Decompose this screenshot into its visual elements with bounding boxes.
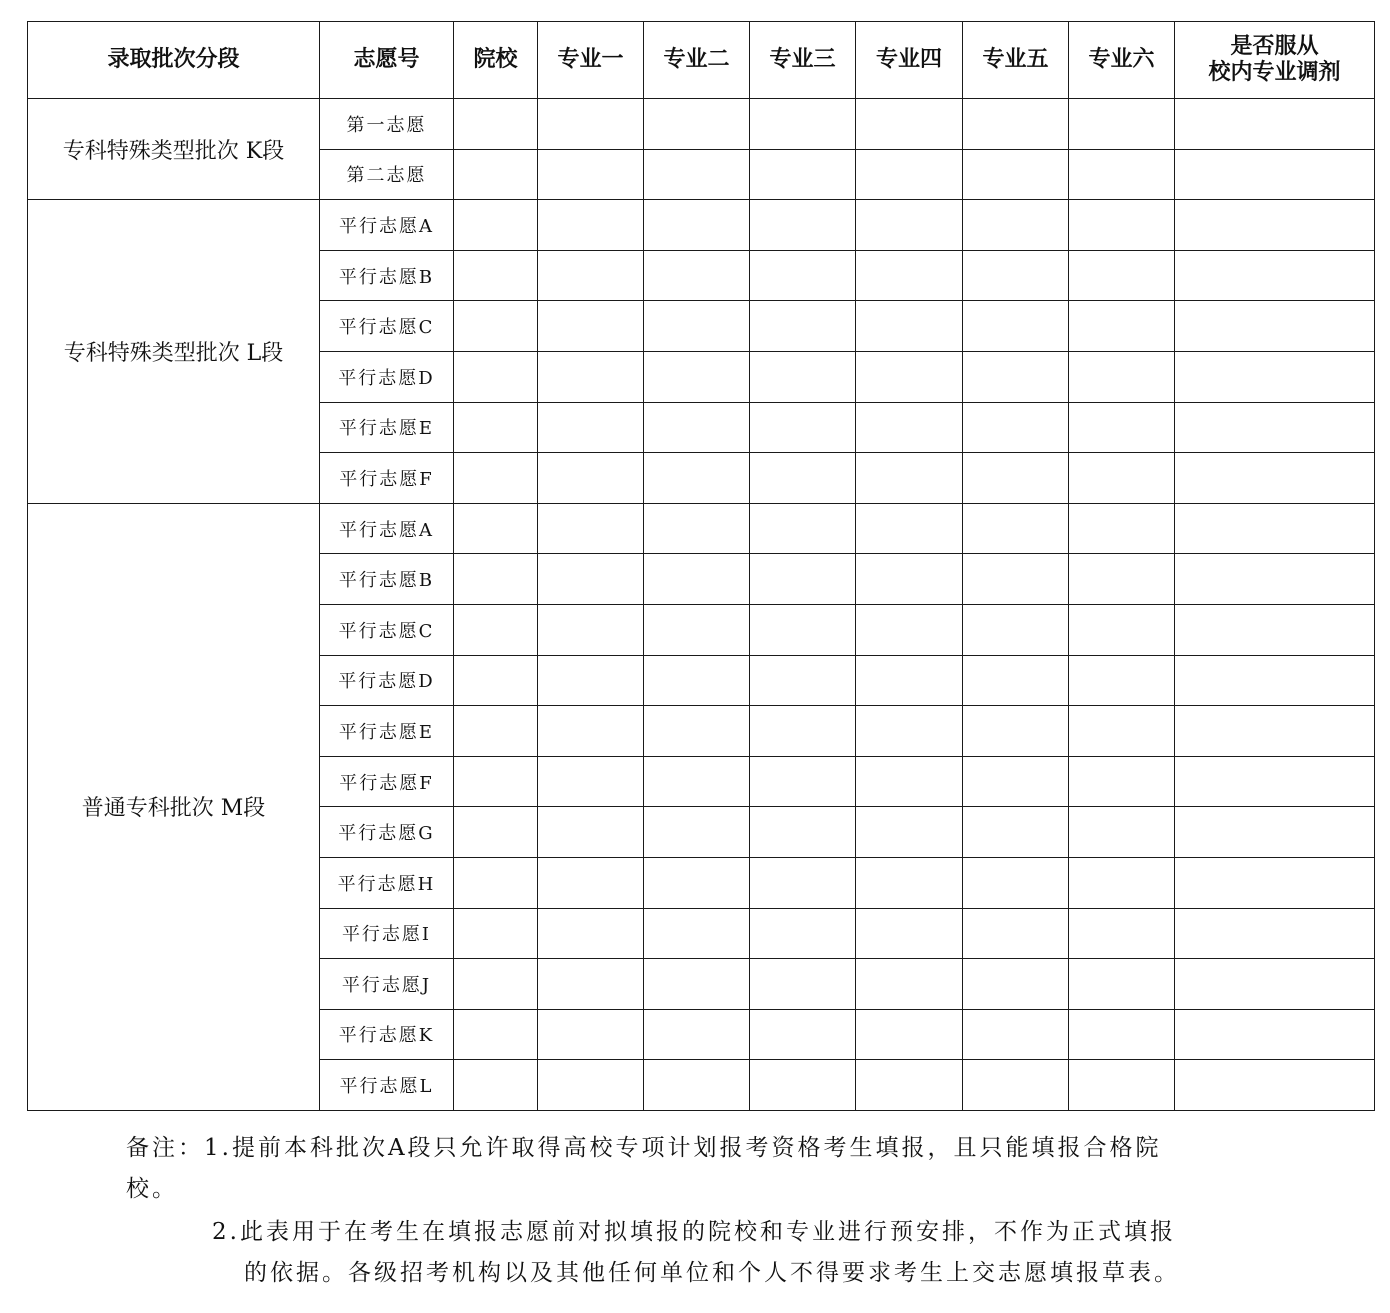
- major-2-cell[interactable]: [644, 503, 750, 554]
- adjustment-cell[interactable]: [1175, 857, 1375, 908]
- major-1-cell[interactable]: [538, 99, 644, 150]
- adjustment-cell[interactable]: [1175, 402, 1375, 453]
- notes-block: [126, 1128, 1316, 1210]
- volunteer-label-cell: 平行志愿A: [320, 503, 454, 554]
- school-cell[interactable]: [454, 959, 538, 1010]
- major-4-cell[interactable]: [856, 554, 963, 605]
- table-body: [28, 99, 1375, 1111]
- major-6-cell[interactable]: [1069, 706, 1175, 757]
- volunteer-label-cell: 平行志愿C: [320, 301, 454, 352]
- major-2-cell[interactable]: [644, 301, 750, 352]
- major-5-cell[interactable]: [963, 857, 1069, 908]
- school-cell[interactable]: [454, 149, 538, 200]
- adjustment-cell[interactable]: [1175, 149, 1375, 200]
- major-2-cell[interactable]: [644, 149, 750, 200]
- school-cell[interactable]: [454, 250, 538, 301]
- major-1-cell[interactable]: [538, 655, 644, 706]
- major-5-cell[interactable]: [963, 959, 1069, 1010]
- major-2-cell[interactable]: [644, 453, 750, 504]
- major-3-cell[interactable]: [750, 453, 856, 504]
- major-1-cell[interactable]: [538, 554, 644, 605]
- school-cell[interactable]: [454, 756, 538, 807]
- major-6-cell[interactable]: [1069, 959, 1175, 1010]
- major-6-cell[interactable]: [1069, 1009, 1175, 1060]
- major-1-cell[interactable]: [538, 351, 644, 402]
- major-3-cell[interactable]: [750, 402, 856, 453]
- school-cell[interactable]: [454, 655, 538, 706]
- major-4-cell[interactable]: [856, 250, 963, 301]
- major-1-cell[interactable]: [538, 200, 644, 251]
- volunteer-label-cell: 平行志愿D: [320, 655, 454, 706]
- major-6-cell[interactable]: [1069, 756, 1175, 807]
- adjustment-cell[interactable]: [1175, 301, 1375, 352]
- volunteer-label-cell: 第一志愿: [320, 99, 454, 150]
- note-2-line-1: 2.此表用于在考生在填报志愿前对拟填报的院校和专业进行预安排，不作为正式填报: [212, 1219, 1176, 1245]
- volunteer-label-cell: 平行志愿A: [320, 200, 454, 251]
- adjustment-cell[interactable]: [1175, 1060, 1375, 1111]
- major-3-cell[interactable]: [750, 503, 856, 554]
- major-1-cell[interactable]: [538, 908, 644, 959]
- volunteer-label-cell: 平行志愿E: [320, 706, 454, 757]
- major-2-cell[interactable]: [644, 959, 750, 1010]
- note-2-line-2: 的依据。各级招考机构以及其他任何单位和个人不得要求考生上交志愿填报草表。: [244, 1260, 1180, 1286]
- major-1-cell[interactable]: [538, 706, 644, 757]
- major-1-cell[interactable]: [538, 604, 644, 655]
- header-major-3: 专业三: [750, 22, 856, 99]
- major-6-cell[interactable]: [1069, 857, 1175, 908]
- major-2-cell[interactable]: [644, 1009, 750, 1060]
- volunteer-label-cell: 平行志愿B: [320, 554, 454, 605]
- header-adjustment-line2: 校内专业调剂: [1208, 60, 1341, 85]
- header-volunteer-no: 志愿号: [320, 22, 454, 99]
- major-4-cell[interactable]: [856, 1009, 963, 1060]
- school-cell[interactable]: [454, 402, 538, 453]
- major-4-cell[interactable]: [856, 807, 963, 858]
- adjustment-cell[interactable]: [1175, 807, 1375, 858]
- major-2-cell[interactable]: [644, 99, 750, 150]
- school-cell[interactable]: [454, 301, 538, 352]
- major-4-cell[interactable]: [856, 402, 963, 453]
- major-1-cell[interactable]: [538, 453, 644, 504]
- adjustment-cell[interactable]: [1175, 554, 1375, 605]
- adjustment-cell[interactable]: [1175, 200, 1375, 251]
- major-5-cell[interactable]: [963, 706, 1069, 757]
- major-6-cell[interactable]: [1069, 554, 1175, 605]
- major-2-cell[interactable]: [644, 554, 750, 605]
- major-3-cell[interactable]: [750, 857, 856, 908]
- major-2-cell[interactable]: [644, 402, 750, 453]
- major-5-cell[interactable]: [963, 503, 1069, 554]
- major-4-cell[interactable]: [856, 655, 963, 706]
- major-3-cell[interactable]: [750, 149, 856, 200]
- major-6-cell[interactable]: [1069, 200, 1175, 251]
- major-5-cell[interactable]: [963, 554, 1069, 605]
- adjustment-cell[interactable]: [1175, 453, 1375, 504]
- major-5-cell[interactable]: [963, 1009, 1069, 1060]
- school-cell[interactable]: [454, 453, 538, 504]
- adjustment-cell[interactable]: [1175, 655, 1375, 706]
- school-cell[interactable]: [454, 1009, 538, 1060]
- major-2-cell[interactable]: [644, 351, 750, 402]
- adjustment-cell[interactable]: [1175, 99, 1375, 150]
- major-5-cell[interactable]: [963, 655, 1069, 706]
- school-cell[interactable]: [454, 554, 538, 605]
- volunteer-label-cell: 平行志愿L: [320, 1060, 454, 1111]
- major-6-cell[interactable]: [1069, 807, 1175, 858]
- major-1-cell[interactable]: [538, 1009, 644, 1060]
- segment-name-cell: 专科特殊类型批次 L段: [28, 200, 320, 504]
- major-1-cell[interactable]: [538, 250, 644, 301]
- note-1-line-2: 校。: [126, 1176, 178, 1202]
- school-cell[interactable]: [454, 857, 538, 908]
- header-batch-segment: 录取批次分段: [28, 22, 320, 99]
- school-cell[interactable]: [454, 99, 538, 150]
- volunteer-label-cell: 平行志愿C: [320, 604, 454, 655]
- major-4-cell[interactable]: [856, 604, 963, 655]
- major-1-cell[interactable]: [538, 301, 644, 352]
- major-6-cell[interactable]: [1069, 301, 1175, 352]
- volunteer-label-cell: 平行志愿F: [320, 756, 454, 807]
- major-3-cell[interactable]: [750, 908, 856, 959]
- major-5-cell[interactable]: [963, 99, 1069, 150]
- major-5-cell[interactable]: [963, 807, 1069, 858]
- major-6-cell[interactable]: [1069, 604, 1175, 655]
- major-5-cell[interactable]: [963, 149, 1069, 200]
- major-3-cell[interactable]: [750, 1060, 856, 1111]
- major-4-cell[interactable]: [856, 149, 963, 200]
- major-2-cell[interactable]: [644, 706, 750, 757]
- major-2-cell[interactable]: [644, 756, 750, 807]
- volunteer-label-cell: 平行志愿J: [320, 959, 454, 1010]
- note-1-line-1: 备注：1.提前本科批次A段只允许取得高校专项计划报考资格考生填报，且只能填报合格院: [126, 1135, 1162, 1161]
- segment-name-cell: 专科特殊类型批次 K段: [28, 99, 320, 200]
- major-4-cell[interactable]: [856, 453, 963, 504]
- major-5-cell[interactable]: [963, 604, 1069, 655]
- major-3-cell[interactable]: [750, 1009, 856, 1060]
- table-row: [28, 503, 1375, 554]
- major-1-cell[interactable]: [538, 857, 644, 908]
- header-major-6: 专业六: [1069, 22, 1175, 99]
- adjustment-cell[interactable]: [1175, 959, 1375, 1010]
- major-5-cell[interactable]: [963, 402, 1069, 453]
- header-adjustment-line1: 是否服从: [1230, 34, 1319, 59]
- major-6-cell[interactable]: [1069, 250, 1175, 301]
- volunteer-label-cell: 平行志愿E: [320, 402, 454, 453]
- major-1-cell[interactable]: [538, 149, 644, 200]
- major-1-cell[interactable]: [538, 756, 644, 807]
- major-4-cell[interactable]: [856, 959, 963, 1010]
- major-3-cell[interactable]: [750, 200, 856, 251]
- major-6-cell[interactable]: [1069, 99, 1175, 150]
- note-2-block: [212, 1212, 1322, 1294]
- major-2-cell[interactable]: [644, 604, 750, 655]
- major-2-cell[interactable]: [644, 807, 750, 858]
- adjustment-cell[interactable]: [1175, 503, 1375, 554]
- major-5-cell[interactable]: [963, 250, 1069, 301]
- header-adjustment: [1175, 22, 1375, 99]
- volunteer-label-cell: 平行志愿B: [320, 250, 454, 301]
- major-3-cell[interactable]: [750, 959, 856, 1010]
- major-5-cell[interactable]: [963, 200, 1069, 251]
- major-4-cell[interactable]: [856, 756, 963, 807]
- major-1-cell[interactable]: [538, 1060, 644, 1111]
- volunteer-draft-table: [27, 21, 1375, 1111]
- major-4-cell[interactable]: [856, 99, 963, 150]
- major-1-cell[interactable]: [538, 807, 644, 858]
- volunteer-draft-table-wrapper: [27, 21, 1375, 1111]
- volunteer-label-cell: 平行志愿H: [320, 857, 454, 908]
- major-6-cell[interactable]: [1069, 402, 1175, 453]
- major-3-cell[interactable]: [750, 655, 856, 706]
- major-6-cell[interactable]: [1069, 655, 1175, 706]
- major-1-cell[interactable]: [538, 959, 644, 1010]
- major-5-cell[interactable]: [963, 301, 1069, 352]
- major-3-cell[interactable]: [750, 99, 856, 150]
- volunteer-label-cell: 第二志愿: [320, 149, 454, 200]
- header-major-2: 专业二: [644, 22, 750, 99]
- major-4-cell[interactable]: [856, 200, 963, 251]
- school-cell[interactable]: [454, 807, 538, 858]
- school-cell[interactable]: [454, 351, 538, 402]
- adjustment-cell[interactable]: [1175, 250, 1375, 301]
- major-5-cell[interactable]: [963, 1060, 1069, 1111]
- table-row: [28, 99, 1375, 150]
- volunteer-label-cell: 平行志愿F: [320, 453, 454, 504]
- school-cell[interactable]: [454, 503, 538, 554]
- major-6-cell[interactable]: [1069, 351, 1175, 402]
- volunteer-label-cell: 平行志愿I: [320, 908, 454, 959]
- header-major-5: 专业五: [963, 22, 1069, 99]
- major-6-cell[interactable]: [1069, 149, 1175, 200]
- school-cell[interactable]: [454, 200, 538, 251]
- major-6-cell[interactable]: [1069, 908, 1175, 959]
- major-3-cell[interactable]: [750, 756, 856, 807]
- school-cell[interactable]: [454, 908, 538, 959]
- volunteer-label-cell: 平行志愿K: [320, 1009, 454, 1060]
- adjustment-cell[interactable]: [1175, 908, 1375, 959]
- major-5-cell[interactable]: [963, 908, 1069, 959]
- major-6-cell[interactable]: [1069, 453, 1175, 504]
- major-6-cell[interactable]: [1069, 1060, 1175, 1111]
- major-4-cell[interactable]: [856, 908, 963, 959]
- header-row: [28, 22, 1375, 99]
- major-4-cell[interactable]: [856, 706, 963, 757]
- volunteer-label-cell: 平行志愿D: [320, 351, 454, 402]
- school-cell[interactable]: [454, 1060, 538, 1111]
- header-school: 院校: [454, 22, 538, 99]
- major-4-cell[interactable]: [856, 351, 963, 402]
- major-4-cell[interactable]: [856, 1060, 963, 1111]
- major-3-cell[interactable]: [750, 706, 856, 757]
- major-3-cell[interactable]: [750, 807, 856, 858]
- major-4-cell[interactable]: [856, 857, 963, 908]
- major-3-cell[interactable]: [750, 250, 856, 301]
- major-2-cell[interactable]: [644, 250, 750, 301]
- adjustment-cell[interactable]: [1175, 706, 1375, 757]
- major-2-cell[interactable]: [644, 655, 750, 706]
- major-3-cell[interactable]: [750, 604, 856, 655]
- major-2-cell[interactable]: [644, 857, 750, 908]
- major-4-cell[interactable]: [856, 301, 963, 352]
- volunteer-label-cell: 平行志愿G: [320, 807, 454, 858]
- major-2-cell[interactable]: [644, 1060, 750, 1111]
- adjustment-cell[interactable]: [1175, 604, 1375, 655]
- school-cell[interactable]: [454, 706, 538, 757]
- major-5-cell[interactable]: [963, 351, 1069, 402]
- major-6-cell[interactable]: [1069, 503, 1175, 554]
- major-1-cell[interactable]: [538, 503, 644, 554]
- adjustment-cell[interactable]: [1175, 1009, 1375, 1060]
- major-4-cell[interactable]: [856, 503, 963, 554]
- adjustment-cell[interactable]: [1175, 351, 1375, 402]
- major-3-cell[interactable]: [750, 351, 856, 402]
- header-major-1: 专业一: [538, 22, 644, 99]
- major-3-cell[interactable]: [750, 301, 856, 352]
- major-2-cell[interactable]: [644, 200, 750, 251]
- adjustment-cell[interactable]: [1175, 756, 1375, 807]
- major-5-cell[interactable]: [963, 756, 1069, 807]
- school-cell[interactable]: [454, 604, 538, 655]
- segment-name-cell: 普通专科批次 M段: [28, 503, 320, 1110]
- header-major-4: 专业四: [856, 22, 963, 99]
- major-3-cell[interactable]: [750, 554, 856, 605]
- table-row: [28, 200, 1375, 251]
- major-5-cell[interactable]: [963, 453, 1069, 504]
- major-1-cell[interactable]: [538, 402, 644, 453]
- major-2-cell[interactable]: [644, 908, 750, 959]
